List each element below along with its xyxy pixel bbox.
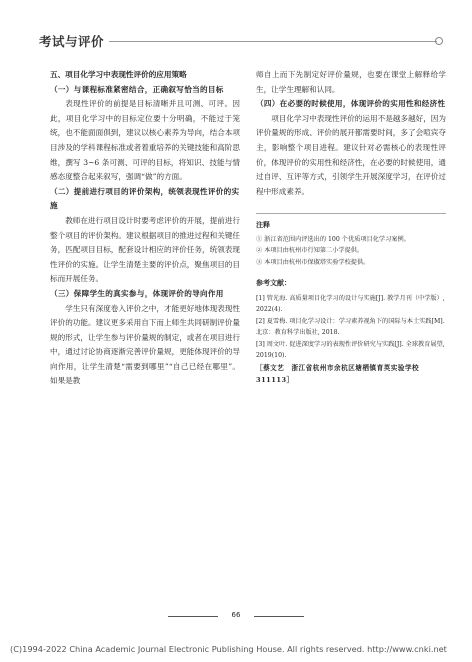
- notes-label: 注释: [256, 221, 270, 230]
- references: [256, 278, 446, 386]
- author-affiliation: ［蔡文艺 浙江省杭州市余杭区塘栖镇育英实验学校 311113］: [256, 363, 420, 384]
- page-number: 66: [231, 611, 241, 619]
- page-number-area: [0, 611, 472, 619]
- note-item: ③ 本项目由杭州市保俶塔实验学校提供。: [256, 258, 370, 266]
- page-number-rule-right: [254, 616, 304, 617]
- right-column: [256, 68, 446, 386]
- paragraph-1: 表现性评价的前提是目标清晰并且可测、可评。因此，项目化学习中的目标定位要十分明确，不能过于笼统，也不能面面俱到，建议以核心素养为导向，结合本项目涉及的学科课程标准或者着重培养的关键技能和高阶思维，撰写 3~6 条可测、可评的目标，将知识、技能与情感态度整合起来叙写，强调“做”的方面。: [50, 99, 240, 182]
- paragraph-3: 学生只有深度卷入评价之中，才能更好地体现表现性评价的功能。建议更多采用自下而上师生共同研制评价量规的形式，让学生参与评价量规的制定，或者在项目进行中，通过讨论协商逐渐完善评价量规，更能体现评价的导向作用，让学生清楚“需要到哪里”“自己已经在哪里”。如果是教: [50, 303, 240, 386]
- header-rule: [109, 41, 437, 42]
- subheading-2: （二）提前进行项目的评价架构，统领表现性评价的实施: [50, 186, 240, 211]
- references-label: 参考文献：: [256, 279, 291, 288]
- header-dot-icon: [435, 37, 443, 45]
- paragraph-4: 项目化学习中表现性评价的运用不是越多越好，因为评价量规的形成、评价的展开都需要时间，多了会喧宾夺主，影响整个项目进程。建议针对必需核心的表现性评价，体现评价的实用性和经济性，在必要的时候使用，通过自评、互评等方式，引领学生开展深度学习，在评价过程中形成素养。: [256, 113, 446, 196]
- page-header: [39, 32, 443, 54]
- subheading-4: （四）在必要的时候使用，体现评价的实用性和经济性: [256, 99, 446, 109]
- left-column: [50, 68, 240, 389]
- note-item: ① 浙江省范围内评选出的 100 个优质项目化学习案例。: [256, 235, 410, 243]
- subheading-1: （一）与课程标准紧密结合，正确叙写恰当的目标: [50, 84, 224, 94]
- reference-item: [3] 周文叶. 促进深度学习的表现性评价研究与实践[J]. 全球教育展望, 2019(10).: [256, 340, 445, 360]
- note-item: ② 本项目由杭州市行知第二小学提供。: [256, 247, 364, 255]
- paragraph-continued: 师自上而下先制定好评价量规，也要在课堂上解释给学生，让学生理解和认同。: [256, 70, 446, 94]
- journal-section-title: 考试与评价: [39, 34, 105, 49]
- section-title: 五、项目化学习中表现性评价的应用策略: [50, 70, 187, 79]
- reference-item: [1] 管光海. 高质量项目化学习的设计与实施[J]. 教学月刊（中学版）, 2022(4).: [256, 294, 445, 314]
- notes-box: [256, 213, 446, 268]
- copyright-footer: (C)1994-2022 China Academic Journal Electronic Publishing House. All rights reserved. http://www.cnki.net: [10, 644, 447, 654]
- paragraph-2: 教师在进行项目设计时要考虑评价的开展，提前进行整个项目的评价架构。建议根据项目的推进过程和关键任务，匹配项目目标，配套设计相应的评价任务，统领表现性评价的实施。让学生清楚主要的评价点，聚焦项目的目标而开展任务。: [50, 215, 240, 284]
- reference-item: [2] 夏雪梅. 项目化学习设计：学习素养视角下的国际与本土实践[M]. 北京：教育科学出版社, 2018.: [256, 317, 445, 337]
- subheading-3: （三）保障学生的真实参与，体现评价的导向作用: [50, 288, 224, 298]
- page-number-rule-left: [168, 616, 218, 617]
